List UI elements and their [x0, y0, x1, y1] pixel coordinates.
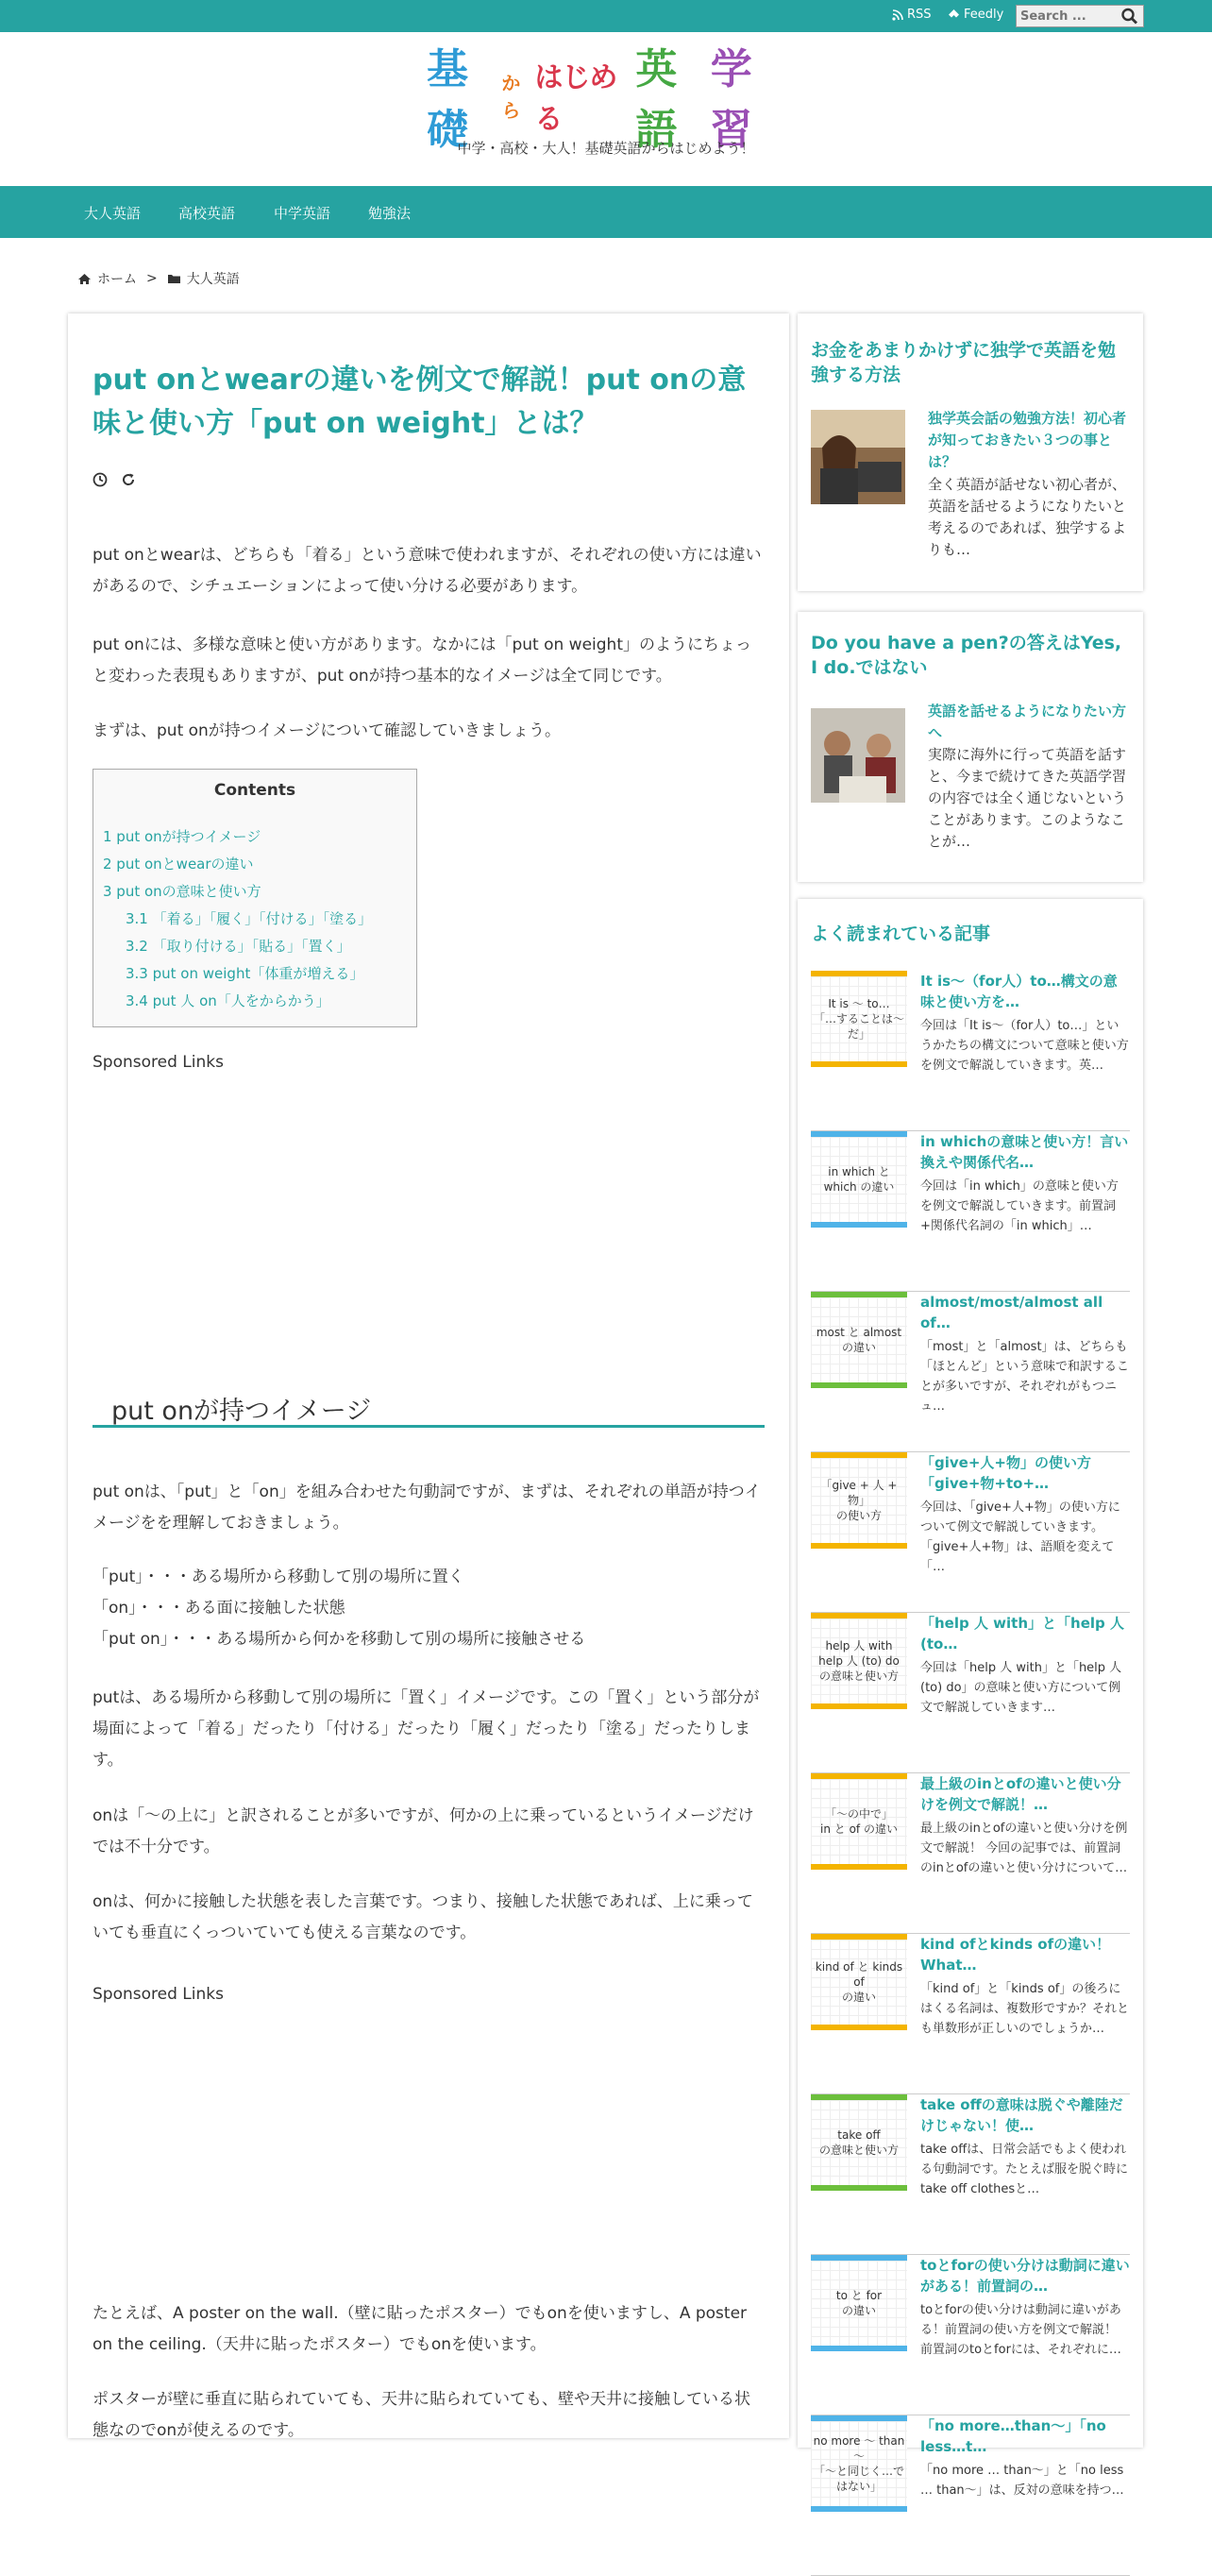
popular-post-excerpt-text: 今回は「It is～（for人）to…」というかたちの構文について意味と使い方を例文で解説していきます。英… — [920, 1019, 1129, 1073]
sidebar-card-text — [811, 744, 1132, 853]
toc-item[interactable]: 2 put onとwearの違い — [103, 856, 254, 873]
intro-paragraph-1: put onとwearは、どちらも「着る」という意味で使われますが、それぞれの使い方には違いがあるので、シチュエーションによって使い分ける必要があります。 — [93, 546, 762, 596]
toc-item[interactable]: 3.1 「着る」「履く」「付ける」「塗る」 — [126, 910, 373, 927]
popular-post-excerpt-text: toとforの使い分けは動詞に違いがある！前置詞の使い方を例文で解説！ 前置詞のtoとforには、それぞれに… — [920, 2303, 1121, 2357]
article-card — [68, 314, 789, 2438]
popular-post-item[interactable] — [811, 1613, 1130, 1773]
popular-post-title[interactable]: kind ofとkinds ofの違い！What… — [920, 1936, 1111, 1974]
popular-post-excerpt-text: 「no more … than～」と「no less … than～」は、反対の意味を持つ… — [920, 2464, 1124, 2498]
toc-item[interactable]: 3.4 put 人 on「人をからかう」 — [126, 992, 330, 1009]
popular-post-title[interactable]: toとforの使い分けは動詞に違いがある！前置詞の… — [920, 2257, 1130, 2295]
popular-post-thumbnail[interactable]: 「give + 人 + 物」 の使い方 — [811, 1452, 907, 1549]
popular-post-title[interactable]: in whichの意味と使い方！言い換えや関係代名… — [920, 1133, 1129, 1171]
sidebar-card-link[interactable]: 英語を話せるようになりたい方へ — [928, 703, 1127, 741]
popular-post-thumbnail[interactable]: take off の意味と使い方 — [811, 2094, 907, 2191]
popular-post-excerpt-text: take offは、日常会話でもよく使われる句動詞です。たとえば服を脱ぐ時にtake off clothesと… — [920, 2143, 1128, 2196]
popular-post-thumbnail[interactable]: It is ～ to… 「…することは～だ」 — [811, 971, 907, 1067]
feedly-link[interactable] — [948, 8, 1003, 22]
sidebar-card-title: お金をあまりかけずに独学で英語を勉強する方法 — [811, 340, 1117, 385]
sidebar-card-title: Do you have a pen?の答えはYes, I do.ではない — [811, 633, 1122, 678]
popular-post-item[interactable] — [811, 2415, 1130, 2576]
toc-item[interactable]: 1 put onが持つイメージ — [103, 828, 261, 845]
paragraph: onは、何かに接触した状態を表した言葉です。つまり、接触した状態であれば、上に乗っていても垂直にくっついていても使える言葉なのです。 — [93, 1892, 753, 1942]
popular-post-excerpt — [811, 2461, 1130, 2500]
popular-post-excerpt-text: 「kind of」と「kinds of」の後ろにはくる名詞は、複数形ですか？それとも単数形が正しいのでしょうか… — [920, 1982, 1130, 2036]
nav-item-adult[interactable]: 大人英語 — [84, 205, 142, 222]
definition-line: 「on」・・・ある面に接触した状態 — [93, 1599, 345, 1618]
paragraph: ポスターが壁に垂直に貼られていても、天井に貼られていても、壁や天井に接触している状態なのでonが使えるのです。 — [93, 2390, 750, 2440]
popular-post-title[interactable]: It is～（for人）to…構文の意味と使い方を… — [920, 973, 1118, 1010]
popular-post-thumbnail[interactable]: kind of と kinds of の違い — [811, 1934, 907, 2030]
sponsored-label: Sponsored Links — [93, 1985, 224, 2004]
popular-post-excerpt — [811, 1819, 1130, 1878]
sidebar-card-pen — [798, 612, 1143, 882]
popular-post-thumbnail[interactable]: no more ～ than～ 「～と同じく…ではない」 — [811, 2415, 907, 2512]
logo-part: 学習 — [710, 45, 751, 154]
popular-post-item[interactable] — [811, 1131, 1130, 1292]
breadcrumb — [77, 269, 240, 288]
table-of-contents — [93, 769, 417, 1027]
popular-post-excerpt — [811, 1498, 1130, 1577]
search-input[interactable] — [1020, 8, 1115, 25]
logo-part: 基礎 — [427, 45, 467, 154]
popular-post-thumbnail[interactable]: to と for の違い — [811, 2255, 907, 2351]
feedly-label: Feedly — [964, 8, 1004, 22]
popular-post-item[interactable] — [811, 1292, 1130, 1452]
top-bar — [0, 0, 1212, 32]
section-heading — [93, 1390, 765, 1428]
sidebar-card-text-content: 実際に海外に行って英語を話すと、今まで続けてきた英語学習の内容では全く通じないということがあります。このようなことが… — [928, 746, 1127, 850]
sponsored-label: Sponsored Links — [93, 1053, 224, 1072]
rss-icon — [892, 9, 903, 21]
paragraph: たとえば、A poster on the wall.（壁に貼ったポスター）でもonを使いますし、A poster on the ceiling.（天井に貼ったポスター）でもonを使います。 — [93, 2304, 748, 2354]
popular-post-excerpt-text: 最上級のinとofの違いと使い分けを例文で解説！ 今回の記事では、前置詞のinとofの違いと使い分けについて… — [920, 1822, 1128, 1875]
popular-post-excerpt — [811, 1337, 1130, 1416]
definition-line: 「put on」・・・ある場所から何かを移動して別の場所に接触させる — [93, 1630, 586, 1649]
home-icon — [77, 273, 92, 285]
sidebar-card-text — [811, 474, 1132, 561]
popular-post-excerpt-text: 今回は「help 人 with」と「help 人 (to) do」の意味と使い方について例文で解説していきます… — [920, 1661, 1122, 1715]
intro-paragraph-3: まずは、put onが持つイメージについて確認していきましょう。 — [93, 721, 561, 740]
sidebar-card-link[interactable]: 独学英会話の勉強方法！初心者が知っておきたい３つの事とは？ — [928, 410, 1127, 470]
popular-post-excerpt-text: 今回は「in which」の意味と使い方を例文で解説していきます。前置詞+関係代名詞の「in which」… — [920, 1179, 1119, 1233]
paragraph: put onは、「put」と「on」を組み合わせた句動詞ですが、まずは、それぞれの単語が持つイメージをを理解しておきましょう。 — [93, 1483, 761, 1533]
popular-post-excerpt-text: 今回は、「give+人+物」の使い方について例文で解説していきます。「give+人+物」は、語順を変えて「… — [920, 1500, 1120, 1574]
popular-post-item[interactable] — [811, 1773, 1130, 1934]
popular-post-title[interactable]: 「no more…than～」「no less…t… — [920, 2417, 1106, 2455]
sidebar-card-study — [798, 314, 1143, 591]
article-title: put onとwearの違いを例文で解説！put onの意味と使い方「put on weight」とは？ — [93, 364, 747, 440]
popular-post-excerpt — [811, 1177, 1130, 1236]
popular-post-item[interactable] — [811, 1934, 1130, 2094]
folder-icon — [167, 273, 181, 284]
sidebar-card-text-content: 全く英語が話せない初心者が、英語を話せるようになりたいと考えるのであれば、独学するよりも… — [928, 476, 1127, 558]
popular-post-thumbnail[interactable]: 「～の中で」 in と of の違い — [811, 1773, 907, 1870]
popular-post-thumbnail[interactable]: most と almost の違い — [811, 1292, 907, 1388]
feedly-icon — [948, 8, 960, 21]
logo-part: 英語 — [635, 45, 677, 154]
logo-part: はじめる — [534, 61, 617, 136]
section-heading-text: put onが持つイメージ — [111, 1397, 372, 1426]
logo-part: から — [501, 72, 520, 122]
nav-item-highschool[interactable]: 高校英語 — [178, 205, 236, 222]
refresh-icon — [121, 472, 136, 487]
clock-icon — [93, 472, 108, 487]
site-tagline: 中学・高校・大人！基礎英語からはじめよう！ — [457, 140, 755, 157]
definition-line: 「put」・・・ある場所から移動して別の場所に置く — [93, 1568, 464, 1586]
toc-item[interactable]: 3.2 「取り付ける」「貼る」「置く」 — [126, 938, 351, 955]
article-meta — [93, 472, 136, 487]
toc-title: Contents — [213, 781, 296, 800]
nav-item-juniorhigh[interactable]: 中学英語 — [274, 205, 331, 222]
popular-post-title[interactable]: almost/most/almost all of… — [920, 1294, 1103, 1331]
popular-post-excerpt — [811, 1979, 1130, 2039]
popular-post-item[interactable] — [811, 2094, 1130, 2255]
search-box — [1016, 5, 1144, 27]
rss-label: RSS — [907, 8, 932, 22]
popular-post-title[interactable]: 「give+人+物」の使い方「give+物+to+… — [920, 1454, 1091, 1492]
search-icon[interactable] — [1120, 8, 1139, 25]
toc-item[interactable]: 3 put onの意味と使い方 — [103, 883, 261, 900]
popular-post-thumbnail[interactable]: in which と which の違い — [811, 1131, 907, 1228]
popular-post-excerpt — [811, 1658, 1130, 1718]
breadcrumb-separator: > — [146, 271, 158, 286]
paragraph: putは、ある場所から移動して別の場所に「置く」イメージです。この「置く」という部分が場面によって「着る」だったり「付ける」だったり「履く」だったり「塗る」だったりします。 — [93, 1688, 760, 1770]
popular-post-item[interactable] — [811, 2255, 1130, 2415]
nav-item-study[interactable]: 勉強法 — [368, 205, 412, 222]
popular-posts-card — [798, 899, 1143, 2498]
main-nav — [0, 186, 1212, 238]
popular-post-thumbnail[interactable]: help 人 with help 人 (to) do の意味と使い方 — [811, 1613, 907, 1709]
popular-post-title[interactable]: 「help 人 with」と「help 人 (to… — [920, 1615, 1124, 1652]
popular-post-excerpt — [811, 2300, 1130, 2360]
popular-post-excerpt-text: 「most」と「almost」は、どちらも「ほとんど」という意味で和訳することが多いですが、それぞれがもつニュ… — [920, 1340, 1130, 1414]
rss-link[interactable] — [892, 8, 932, 22]
popular-post-excerpt — [811, 1016, 1130, 1076]
breadcrumb-category[interactable]: 大人英語 — [186, 272, 240, 287]
popular-posts-title: よく読まれている記事 — [811, 924, 991, 944]
intro-paragraph-2: put onには、多様な意味と使い方があります。なかには「put on weight」のようにちょっと変わった表現もありますが、put onが持つ基本的なイメージは全て同じです。 — [93, 636, 751, 686]
paragraph: onは「〜の上に」と訳されることが多いですが、何かの上に乗っているというイメージだけでは不十分です。 — [93, 1806, 754, 1856]
popular-post-item[interactable] — [811, 971, 1130, 1131]
popular-post-title[interactable]: take offの意味は脱ぐや離陸だけじゃない！使… — [920, 2096, 1123, 2134]
breadcrumb-home[interactable]: ホーム — [97, 272, 137, 287]
popular-post-excerpt — [811, 2140, 1130, 2199]
popular-post-title[interactable]: 最上級のinとofの違いと使い分けを例文で解説！… — [920, 1775, 1121, 1813]
toc-item[interactable]: 3.3 put on weight「体重が増える」 — [126, 965, 364, 982]
popular-post-item[interactable] — [811, 1452, 1130, 1613]
